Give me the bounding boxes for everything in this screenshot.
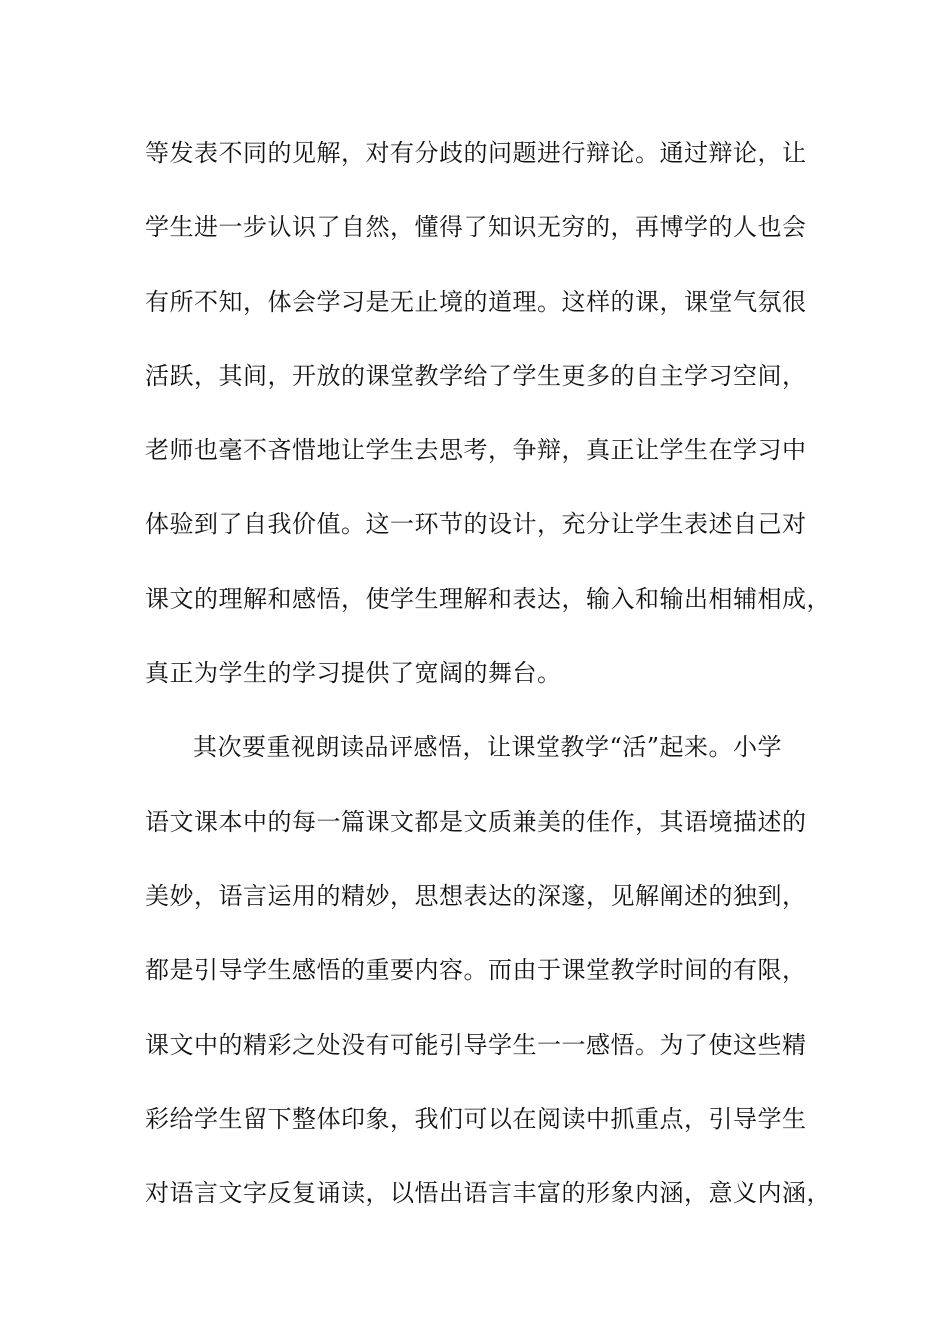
text-line: 都是引导学生感悟的重要内容。而由于课堂教学时间的有限， (145, 956, 807, 985)
text-line: 等发表不同的见解，对有分歧的问题进行辩论。通过辩论，让 (145, 139, 807, 167)
text-line: 对语言文字反复诵读，以悟出语言丰富的形象内涵，意义内涵， (145, 1179, 831, 1208)
text-line: 体验到了自我价值。这一环节的设计，充分让学生表述自己对 (145, 510, 807, 539)
text-line: 语文课本中的每一篇课文都是文质兼美的佳作，其语境描述的 (145, 807, 807, 836)
text-line: 美妙，语言运用的精妙，思想表达的深邃，见解阐述的独到， (145, 881, 807, 910)
text-line: 真正为学生的学习提供了宽阔的舞台。 (145, 659, 562, 688)
text-line: 有所不知，体会学习是无止境的道理。这样的课，课堂气氛很 (145, 287, 807, 316)
text-line: 老师也毫不吝惜地让学生去思考，争辩，真正让学生在学习中 (145, 436, 807, 465)
body-text (145, 130, 831, 1244)
text-line: 课文的理解和感悟，使学生理解和表达，输入和输出相辅相成， (145, 584, 831, 613)
paragraph-start-line: 其次要重视朗读品评感悟，让课堂教学“活”起来。小学 (193, 733, 783, 762)
text-line: 课文中的精彩之处没有可能引导学生一一感悟。为了使这些精 (145, 1030, 807, 1059)
text-line: 彩给学生留下整体印象，我们可以在阅读中抓重点，引导学生 (145, 1104, 807, 1133)
text-line: 学生进一步认识了自然，懂得了知识无穷的，再博学的人也会 (145, 213, 807, 242)
text-line: 活跃，其间，开放的课堂教学给了学生更多的自主学习空间， (145, 361, 807, 390)
